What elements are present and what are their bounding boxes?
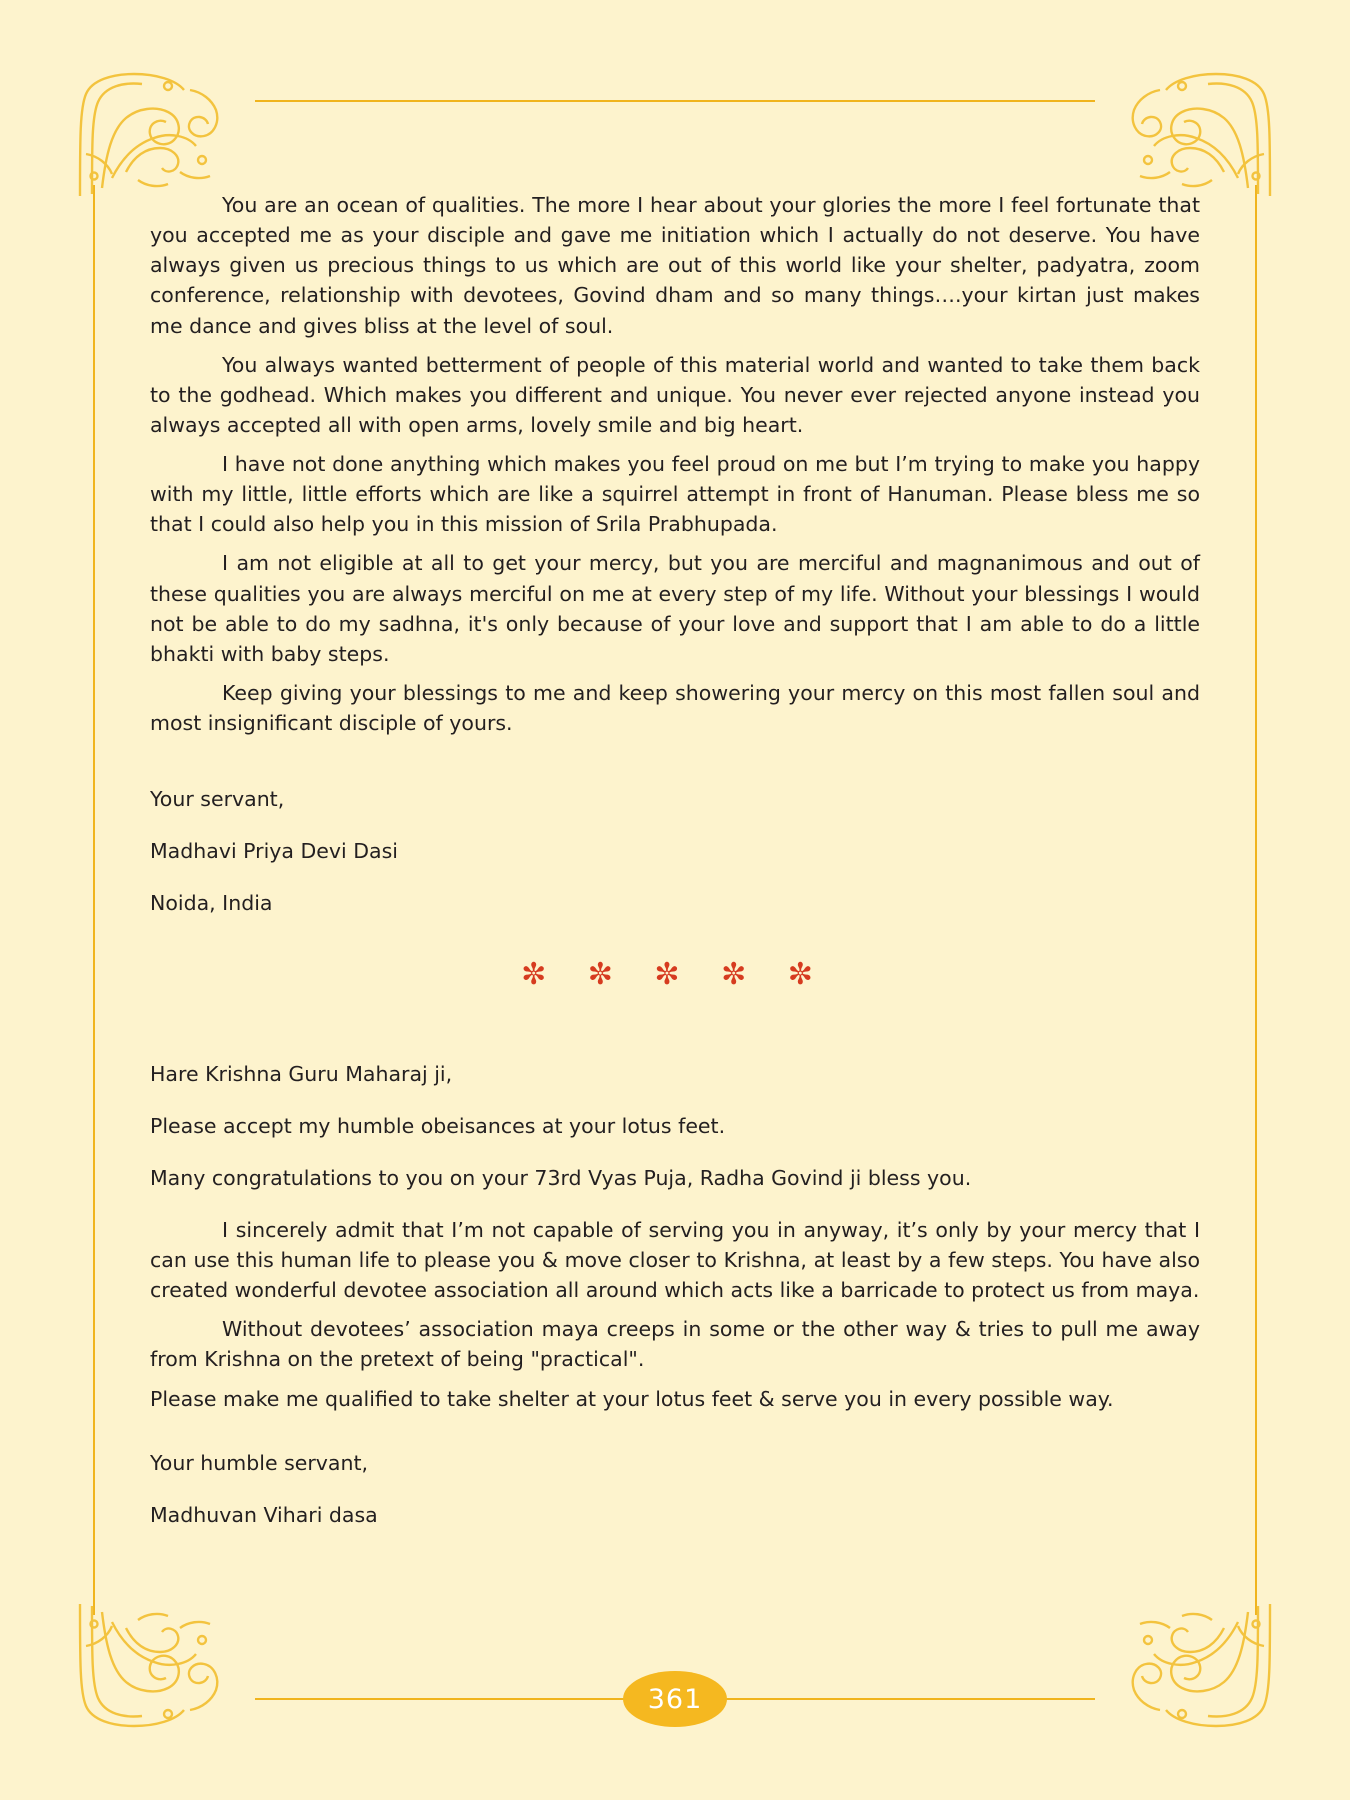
letter-two-salutation: Hare Krishna Guru Maharaj ji,	[150, 1061, 453, 1086]
letter-one-paragraph-5: Keep giving your blessings to me and keep showering your mercy on this most fallen soul and most insignificant disciple of yours.	[150, 680, 1200, 735]
letter-two	[150, 1059, 1200, 1530]
ornament-corner-bottom-left-icon	[72, 1602, 232, 1732]
letter-one	[150, 190, 1200, 919]
ornament-corner-top-right-icon	[1118, 68, 1278, 198]
letter-two-signature	[150, 1448, 1200, 1530]
letter-one-signature	[150, 784, 1200, 918]
section-divider-stars: ✼ ✼ ✼ ✼ ✼	[521, 956, 829, 992]
frame-border-top	[255, 100, 1095, 102]
letter-one-closing: Your servant,	[150, 787, 285, 812]
ornament-corner-bottom-right-icon	[1118, 1602, 1278, 1732]
letter-two-author-name: Madhuvan Vihari dasa	[150, 1502, 378, 1527]
letter-one-paragraph-3: I have not done anything which makes you feel proud on me but I’m trying to make you happy with my little, little efforts which are like a squirrel attempt in front of Hanuman. Please bless me so that I could also help you in this mission of Srila Prabhupada.	[150, 452, 1200, 537]
section-spacer	[150, 997, 1200, 1059]
frame-border-left	[93, 185, 95, 1615]
ornament-corner-top-left-icon	[72, 68, 232, 198]
letter-one-author-location: Noida, India	[150, 891, 273, 916]
letter-two-closing-request: Please make me qualified to take shelter at your lotus feet & serve you in every possible way.	[150, 1386, 1114, 1411]
letter-two-obeisances: Please accept my humble obeisances at your lotus feet.	[150, 1113, 726, 1138]
letter-two-congratulations: Many congratulations to you on your 73rd Vyas Puja, Radha Govind ji bless you.	[150, 1165, 972, 1190]
letter-two-paragraph-1: I sincerely admit that I’m not capable of serving you in anyway, it’s only by your mercy that I can use this human life to please you & move closer to Krishna, at least by a few steps. You have also created wonderful devotee association all around which acts like a barricade to protect us from maya.	[150, 1217, 1200, 1303]
letter-one-paragraph-2: You always wanted betterment of people of this material world and wanted to take them back to the godhead. Which makes you different and unique. You never ever rejected anyone instead you always accepted all with open arms, lovely smile and big heart.	[150, 352, 1200, 437]
letter-one-paragraph-1: You are an ocean of qualities. The more I hear about your glories the more I feel fortunate that you accepted me as your disciple and gave me initiation which I actually do not deserve. You have always given us precious things to us which are out of this world like your shelter, padyatra, zoom conference, relationship with devotees, Govind dham and so many things….your kirtan just makes me dance and gives bliss at the level of soul.	[150, 193, 1200, 338]
page-number-badge: 361	[623, 1671, 727, 1727]
frame-border-right	[1255, 185, 1257, 1615]
page-content	[150, 190, 1200, 1552]
letter-two-paragraph-2: Without devotees’ association maya creeps in some or the other way & tries to pull me away from Krishna on the pretext of being "practical".	[150, 1317, 1200, 1372]
letter-one-paragraph-4: I am not eligible at all to get your mercy, but you are merciful and magnanimous and out of these qualities you are always merciful on me at every step of my life. Without your blessings I would not be able to do my sadhna, it's only because of your love and support that I am able to do a little bhakti with baby steps.	[150, 551, 1200, 666]
letter-two-closing: Your humble servant,	[150, 1450, 369, 1475]
letter-one-author-name: Madhavi Priya Devi Dasi	[150, 839, 398, 864]
